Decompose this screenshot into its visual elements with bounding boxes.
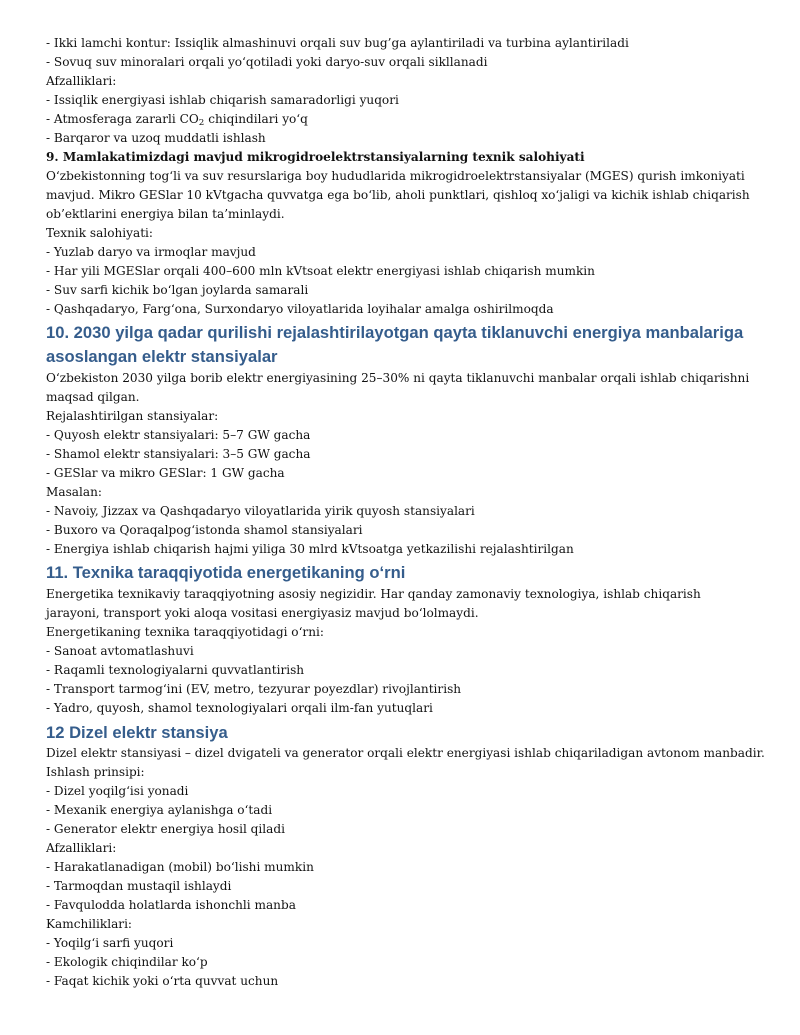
section-10-heading: 10. 2030 yilga qadar qurilishi rejalashtirilayotgan qayta tiklanuvchi energiya manbalariga asoslangan elektr stansiyalar [46, 323, 744, 366]
list-item: - Dizel yoqilg‘isi yonadi [46, 784, 189, 798]
list-item-co2 [46, 110, 754, 129]
list-item: - Buxoro va Qoraqalpog‘istonda shamol stansiyalari [46, 523, 363, 537]
co2-text-post: chiqindilari yo‘q [204, 112, 308, 126]
section-9-paragraph: O‘zbekistonning tog‘li va suv resurslariga boy hududlarida mikrogidroelektrstansiyalar (MGES) qurish imkoniyati mavjud. Mikro GESlar 10 kVtgacha quvvatga ega bo‘lib, aholi punktlari, qishloq xo‘jaligi va kichik ishlab chiqarish ob’ektlarini energiya bilan ta’minlaydi. [46, 169, 750, 221]
list-item: - GESlar va mikro GESlar: 1 GW gacha [46, 466, 285, 480]
list-item: - Energiya ishlab chiqarish hajmi yiliga 30 mlrd kVtsoatga yetkazilishi rejalashtirilgan [46, 542, 574, 556]
list-item: - Favqulodda holatlarda ishonchli manba [46, 898, 296, 912]
list-item: - Mexanik energiya aylanishga o‘tadi [46, 803, 273, 817]
label-advantages: Afzalliklari: [46, 841, 117, 855]
text-line: - Sovuq suv minoralari orqali yo‘qotiladi yoki daryo-suv orqali sikllanadi [46, 55, 488, 69]
section-10-paragraph: O‘zbekiston 2030 yilga borib elektr energiyasining 25–30% ni qayta tiklanuvchi manbalar orqali ishlab chiqarishni maqsad qilgan. [46, 371, 750, 404]
text-line: - Ikki lamchi kontur: Issiqlik almashinuvi orqali suv bug’ga aylantiriladi va turbina aylantiriladi [46, 36, 629, 50]
section-12-paragraph: Dizel elektr stansiyasi – dizel dvigateli va generator orqali elektr energiyasi ishlab chiqariladigan avtonom manbadir. [46, 746, 765, 760]
label-role: Energetikaning texnika taraqqiyotidagi o‘rni: [46, 625, 324, 639]
list-item: - Quyosh elektr stansiyalari: 5–7 GW gacha [46, 428, 311, 442]
list-item: - Suv sarfi kichik bo‘lgan joylarda samarali [46, 283, 309, 297]
list-item: - Raqamli texnologiyalarni quvvatlantirish [46, 663, 305, 677]
list-item: - Qashqadaryo, Farg‘ona, Surxondaryo viloyatlarida loyihalar amalga oshirilmoqda [46, 302, 554, 316]
list-item: - Yadro, quyosh, shamol texnologiyalari orqali ilm-fan yutuqlari [46, 701, 433, 715]
label-disadvantages: Kamchiliklari: [46, 917, 133, 931]
list-item: - Yoqilg‘i sarfi yuqori [46, 936, 174, 950]
list-item: - Sanoat avtomatlashuvi [46, 644, 194, 658]
list-item: - Tarmoqdan mustaqil ishlaydi [46, 879, 232, 893]
label-working-principle: Ishlash prinsipi: [46, 765, 145, 779]
co2-subscript: 2 [198, 118, 205, 129]
label-technical-potential: Texnik salohiyati: [46, 226, 154, 240]
list-item: - Yuzlab daryo va irmoqlar mavjud [46, 245, 256, 259]
label-examples: Masalan: [46, 485, 102, 499]
section-12-heading: 12 Dizel elektr stansiya [46, 723, 228, 742]
list-item: - Har yili MGESlar orqali 400–600 mln kVtsoat elektr energiyasi ishlab chiqarish mumkin [46, 264, 595, 278]
list-item: - Ekologik chiqindilar ko‘p [46, 955, 208, 969]
list-item: - Barqaror va uzoq muddatli ishlash [46, 131, 266, 145]
list-item: - Harakatlanadigan (mobil) bo‘lishi mumkin [46, 860, 314, 874]
label-advantages: Afzalliklari: [46, 74, 117, 88]
list-item: - Shamol elektr stansiyalari: 3–5 GW gacha [46, 447, 311, 461]
co2-text-pre: - Atmosferaga zararli CO [46, 112, 199, 126]
list-item: - Issiqlik energiyasi ishlab chiqarish samaradorligi yuqori [46, 93, 399, 107]
list-item: - Transport tarmog‘ini (EV, metro, tezyurar poyezdlar) rivojlantirish [46, 682, 462, 696]
list-item: - Navoiy, Jizzax va Qashqadaryo viloyatlarida yirik quyosh stansiyalari [46, 504, 475, 518]
section-11-paragraph: Energetika texnikaviy taraqqiyotning asosiy negizidir. Har qanday zamonaviy texnologiya, ishlab chiqarish jarayoni, transport yoki aloqa vositasi energiyasiz mavjud bo‘lolmaydi. [46, 587, 701, 620]
list-item: - Faqat kichik yoki o‘rta quvvat uchun [46, 974, 279, 988]
list-item: - Generator elektr energiya hosil qiladi [46, 822, 285, 836]
section-9-title: 9. Mamlakatimizdagi mavjud mikrogidroelektrstansiyalarning texnik salohiyati [46, 150, 585, 164]
label-planned-stations: Rejalashtirilgan stansiyalar: [46, 409, 219, 423]
section-11-heading: 11. Texnika taraqqiyotida energetikaning o‘rni [46, 563, 406, 582]
